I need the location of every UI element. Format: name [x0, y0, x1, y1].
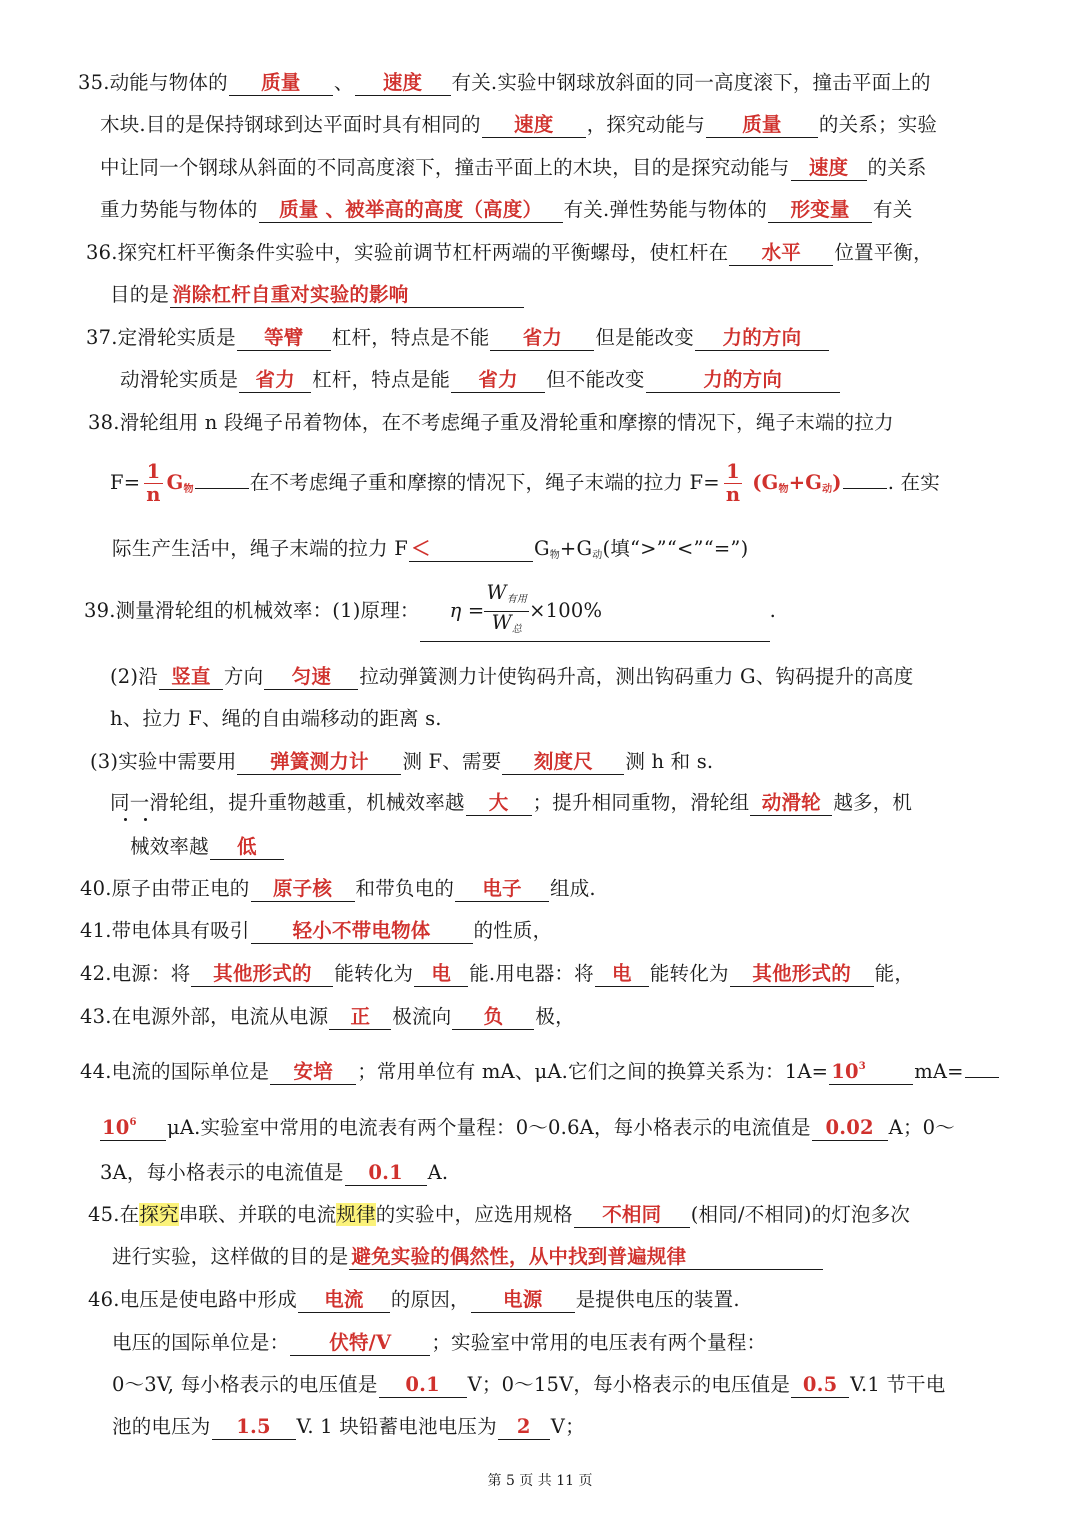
highlight: 规律	[336, 1203, 376, 1226]
answer-blank: 匀速	[264, 665, 358, 690]
q38-line-1: 38.滑轮组用 n 段绳子吊着物体，在不考虑绳子重及滑轮重和摩擦的情况下，绳子末端的拉力	[88, 411, 894, 434]
answer-blank: 电源	[471, 1288, 575, 1313]
q35-line-2: 木块.目的是保持钢球到达平面时具有相同的 速度 ，探究动能与 质量 的关系；实验	[100, 113, 938, 136]
q44-line-3: 3A，每小格表示的电流值是 0.1 A.	[100, 1161, 449, 1184]
answer-blank: 正	[329, 1005, 391, 1030]
answer-blank: 0.02	[812, 1116, 888, 1141]
answer-blank: 0.1	[345, 1161, 427, 1186]
emphasis-dot	[144, 818, 147, 821]
fraction-1-over-n: $\frac{1}{n}$	[146, 460, 161, 506]
answer-blank: 速度	[482, 113, 586, 138]
q44-line-1: 44.电流的国际单位是 安培 ；常用单位有 mA、μA.它们之间的换算关系为：$1A= 10^3$ mA=	[80, 1055, 1000, 1085]
answer-blank: 其他形式的	[191, 962, 333, 987]
answer-blank: 省力	[451, 368, 545, 393]
answer-blank: 弹簧测力计	[237, 750, 401, 775]
answer-blank: 0.5	[791, 1373, 849, 1398]
answer-blank: 力的方向	[695, 326, 829, 351]
answer-blank: 形变量	[768, 198, 872, 223]
q39-line-6: 械效率越 低	[130, 834, 285, 860]
answer-blank: 竖直	[159, 665, 223, 690]
q45-line-2: 进行实验，这样做的目的是 避免实验的偶然性，从中找到普遍规律	[112, 1244, 824, 1270]
q39-line-3: h、拉力 F、绳的自由端移动的距离 s.	[110, 707, 442, 730]
answer-blank: 速度	[355, 71, 451, 96]
answer-blank: 伏特/V	[290, 1331, 430, 1356]
q36-line-2: 目的是 消除杠杆自重对实验的影响	[110, 282, 525, 308]
answer-blank: 避免实验的偶然性，从中找到普遍规律	[349, 1245, 823, 1270]
q40-line: 40.原子由带正电的 原子核 和带负电的 电子 组成.	[80, 877, 596, 900]
fraction-1-over-n: $\frac{1}{n}$	[725, 460, 741, 506]
answer-underline	[965, 1077, 999, 1078]
answer-blank: 大	[466, 791, 532, 816]
q36-line-1: 36.探究杠杆平衡条件实验中，实验前调节杠杆两端的平衡螺母，使杠杆在 水平 位置平衡，	[86, 241, 933, 264]
answer-underline	[195, 488, 249, 489]
q44-line-2: $10^6$ μA.实验室中常用的电流表有两个量程：0～0.6A，每小格表示的电流值是 0.02 A；0～	[100, 1111, 955, 1141]
answer-blank: 低	[210, 835, 284, 860]
q46-line-4: 池的电压为 1.5 V. 1 块铅蓄电池电压为 2 V；	[112, 1415, 585, 1438]
answer-blank: 省力	[239, 368, 311, 393]
formula-blank: η = $\frac{W_{有用}}{W_总}$ ×100%	[420, 582, 770, 642]
answer-blank: 等臂	[237, 326, 331, 351]
answer-blank: 其他形式的	[730, 962, 874, 987]
q43-line: 43.在电源外部，电流从电源 正 极流向 负 极，	[80, 1005, 575, 1028]
q46-line-1: 46.电压是使电路中形成 电流 的原因， 电源 是提供电压的装置.	[88, 1288, 740, 1311]
q41-line: 41.带电体具有吸引 轻小不带电物体 的性质，	[80, 919, 553, 942]
q35-line-1: 35.动能与物体的 质量 、 速度 有关.实验中钢球放斜面的同一高度滚下，撞击平面上的	[78, 71, 931, 94]
answer-blank: 电	[595, 962, 649, 987]
answer-blank: $10^3$	[829, 1055, 913, 1085]
answer-blank: 电子	[455, 877, 549, 902]
q46-line-2: 电压的国际单位是： 伏特/V ；实验室中常用的电压表有两个量程：	[112, 1331, 767, 1354]
q38-line-2: F= $\frac{1}{n}$ $G_物$ 在不考虑绳子重和摩擦的情况下，绳子末端的拉力 F= $\frac{1}{n}$ $(G_物+G_动)$ . 在实	[110, 460, 940, 506]
q37-line-2: 动滑轮实质是 省力 杠杆，特点是能 省力 但不能改变 力的方向	[120, 367, 841, 393]
q39-line-1: 39.测量滑轮组的机械效率：(1)原理： η = $\frac{W_{有用}}{W_总}$ ×100% .	[84, 582, 776, 642]
answer-blank: 质量	[229, 71, 333, 96]
answer-blank: 电流	[298, 1288, 390, 1313]
answer-blank: 省力	[490, 326, 594, 351]
answer-blank: 原子核	[251, 877, 355, 902]
answer-blank: 电	[414, 962, 468, 987]
answer-blank: 轻小不带电物体	[251, 919, 473, 944]
answer-blank: ＜	[409, 537, 533, 562]
q35-line-3: 中让同一个钢球从斜面的不同高度滚下，撞击平面上的木块，目的是探究动能与 速度 的关系	[100, 156, 927, 179]
answer-blank: 水平	[729, 241, 833, 266]
q39-line-2: (2)沿 竖直 方向 匀速 拉动弹簧测力计使钩码升高，测出钩码重力 G、钩码提升的高度	[110, 665, 914, 688]
page-footer: 第 5 页 共 11 页	[487, 1473, 593, 1489]
answer-blank: 刻度尺	[502, 750, 624, 775]
q35-line-4: 重力势能与物体的 质量 、被举高的高度（高度） 有关.弹性势能与物体的 形变量 有关	[100, 198, 913, 221]
answer-blank: 质量 、被举高的高度（高度）	[259, 198, 563, 223]
answer-blank: 负	[452, 1005, 534, 1030]
q45-line-1: 45.在探究串联、并联的电流规律的实验中，应选用规格 不相同 (相同/不相同)的灯泡多次	[88, 1203, 911, 1226]
q39-line-4: (3)实验中需要用 弹簧测力计 测 F、需要 刻度尺 测 h 和 s.	[90, 750, 714, 773]
highlight: 探究	[139, 1203, 179, 1226]
q42-line: 42.电源：将 其他形式的 能转化为 电 能.用电器：将 电 能转化为 其他形式的 能，	[80, 962, 915, 985]
emphasis-dot	[124, 818, 127, 821]
q37-line-1: 37.定滑轮实质是 等臂 杠杆，特点是不能 省力 但是能改变 力的方向	[86, 325, 830, 351]
answer-blank: 动滑轮	[750, 791, 832, 816]
q38-line-3: 际生产生活中，绳子末端的拉力 $F < G_物+G_动$(填“>”“<”“=”)	[112, 537, 749, 561]
q46-line-3: 0～3V, 每小格表示的电压值是 0.1 V；0～15V，每小格表示的电压值是 0.5 V.1 节干电	[112, 1373, 946, 1396]
answer-blank: 0.1	[379, 1373, 467, 1398]
answer-blank: 力的方向	[646, 368, 840, 393]
answer-blank: 2	[498, 1415, 550, 1440]
answer-blank: 质量	[706, 113, 818, 138]
answer-blank: 速度	[791, 156, 867, 181]
answer-blank: 1.5	[212, 1415, 296, 1440]
answer-underline	[843, 488, 887, 489]
answer-blank: 安培	[270, 1060, 356, 1085]
q39-line-5: 同一滑轮组，提升重物越重，机械效率越 大 ；提升相同重物，滑轮组 动滑轮 越多，机	[110, 791, 913, 814]
answer-blank: 消除杠杆自重对实验的影响	[170, 283, 524, 308]
answer-blank: 不相同	[574, 1203, 690, 1228]
answer-blank: $10^6$	[100, 1111, 166, 1141]
